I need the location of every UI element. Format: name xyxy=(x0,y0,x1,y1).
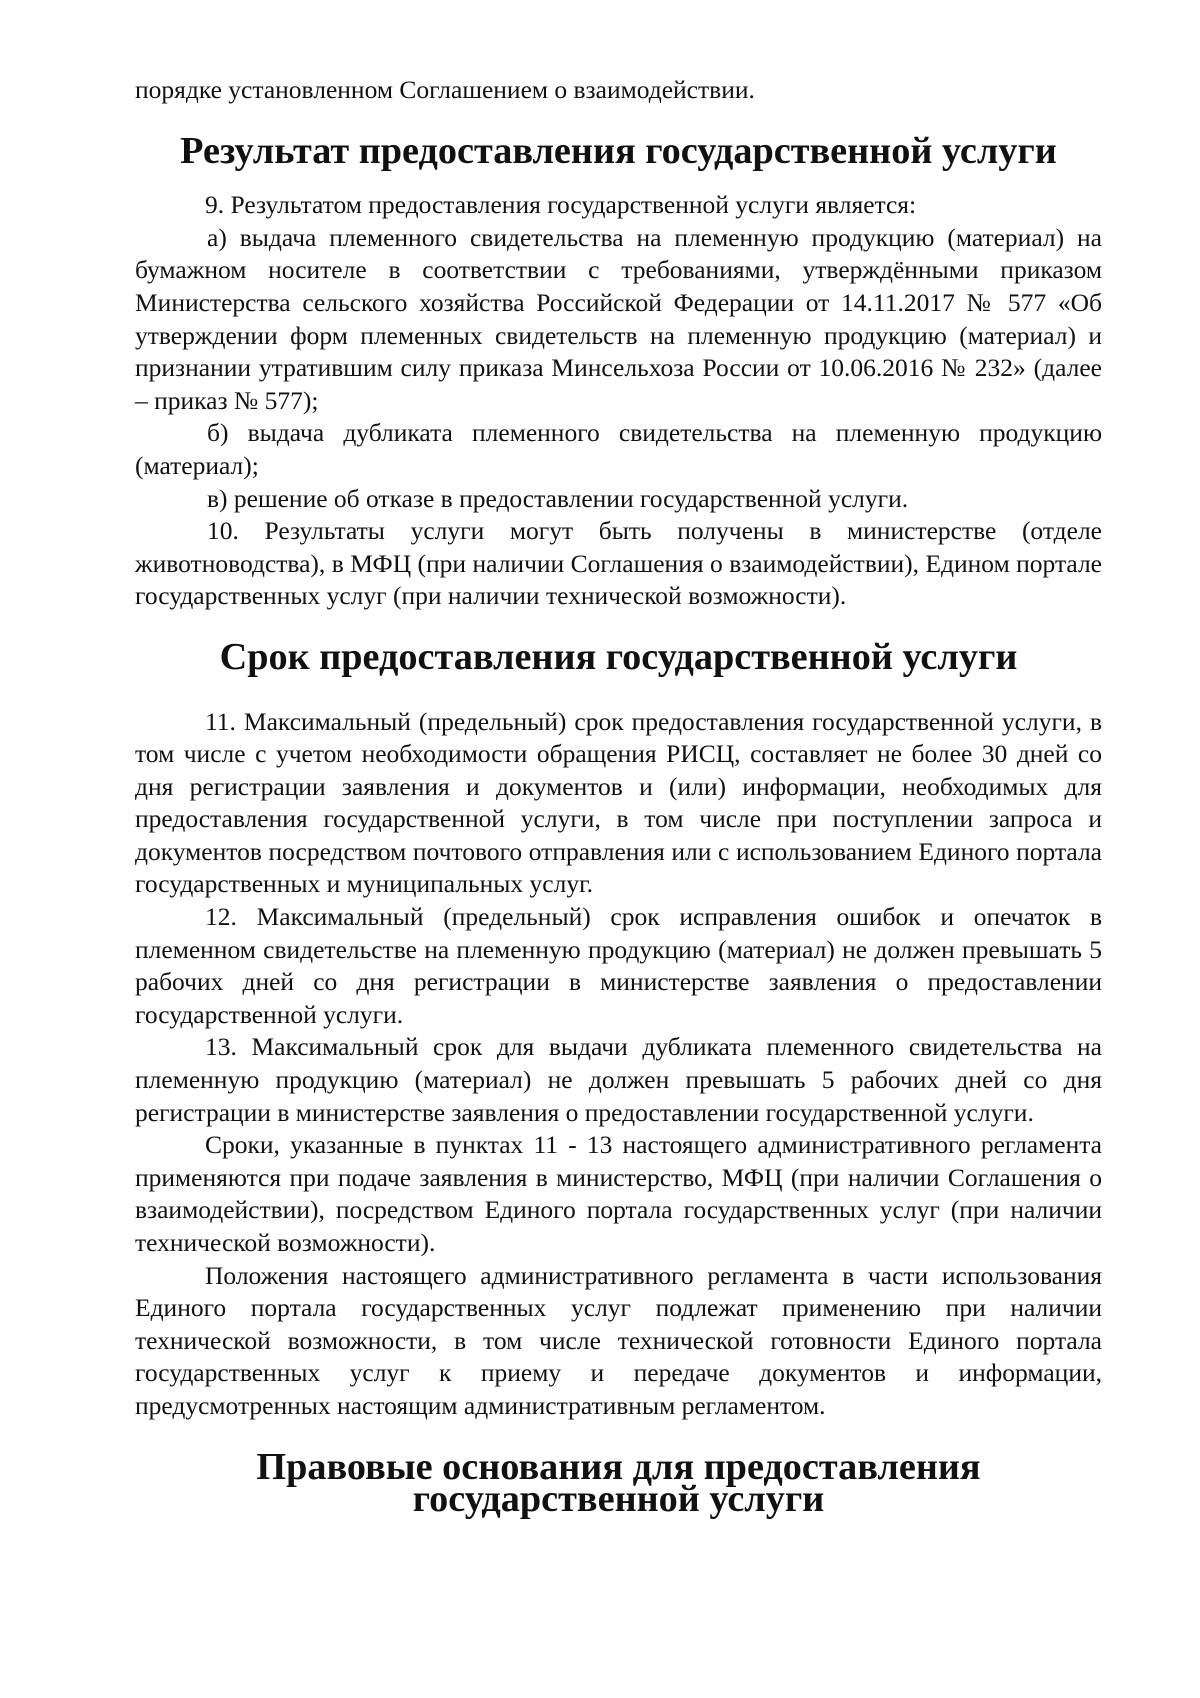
paragraph-13: 13. Максимальный срок для выдачи дубликата племенного свидетельства на племенную продукцию (материал) не должен превышать 5 рабочих дней со дня регистрации в министерстве заявления о предоставлении государственной услуги. xyxy=(135,1032,1102,1127)
paragraph-9a: а) выдача племенного свидетельства на племенную продукцию (материал) на бумажном носителе в соответствии с требованиями, утверждёнными приказом Министерства сельского хозяйства Российской Федерации от 14.11.2017 № 577 «Об утверждении форм племенных свидетельств на племенную продукцию (материал) и признании утратившим силу приказа Минсельхоза России от 10.06.2016 № 232» (далее – приказ № 577); xyxy=(135,222,1102,415)
paragraph-12: 12. Максимальный (предельный) срок исправления ошибок и опечаток в племенном свидетельстве на племенную продукцию (материал) не должен превышать 5 рабочих дней со дня регистрации в министерстве заявления о предоставлении государственной услуги. xyxy=(135,902,1102,1029)
paragraph-9b: б) выдача дубликата племенного свидетельства на племенную продукцию (материал); xyxy=(135,418,1102,480)
paragraph-provisions: Положения настоящего административного регламента в части использования Единого портала государственных услуг подлежат применению при наличии технической возможности, в том числе технической готовности Единого портала государственных услуг к приему и передаче документов и информации, предусмотренных настоящим административным регламентом. xyxy=(135,1260,1102,1420)
section-heading-legal-basis: Правовые основания для предоставления государственной услуги xyxy=(256,1445,981,1521)
paragraph-11: 11. Максимальный (предельный) срок предоставления государственной услуги, в том числе с учетом необходимости обращения РИСЦ, составляет не более 30 дней со дня регистрации заявления и документов и (или) информации, необходимых для предоставления государственной услуги, в том числе при поступлении запроса и документов посредством почтового отправления или с использованием Единого портала государственных и муниципальных услуг. xyxy=(135,706,1102,899)
continuation-line: порядке установленном Соглашением о взаимодействии. xyxy=(135,75,755,104)
section-heading-term: Срок предоставления государственной услуги xyxy=(219,635,1018,678)
section-heading-result: Результат предоставления государственной услуги xyxy=(180,129,1057,172)
paragraph-9: 9. Результатом предоставления государственной услуги является: xyxy=(205,190,917,220)
paragraph-terms: Сроки, указанные в пунктах 11 - 13 настоящего административного регламента применяются при подаче заявления в министерство, МФЦ (при наличии Соглашения о взаимодействии), посредством Единого портала государственных услуг (при наличии технической возможности). xyxy=(135,1130,1102,1257)
paragraph-10: 10. Результаты услуги могут быть получены в министерстве (отделе животноводства), в МФЦ (при наличии Соглашения о взаимодействии), Едином портале государственных услуг (при наличии технической возможности). xyxy=(135,516,1102,611)
paragraph-9c: в) решение об отказе в предоставлении государственной услуги. xyxy=(207,483,909,513)
